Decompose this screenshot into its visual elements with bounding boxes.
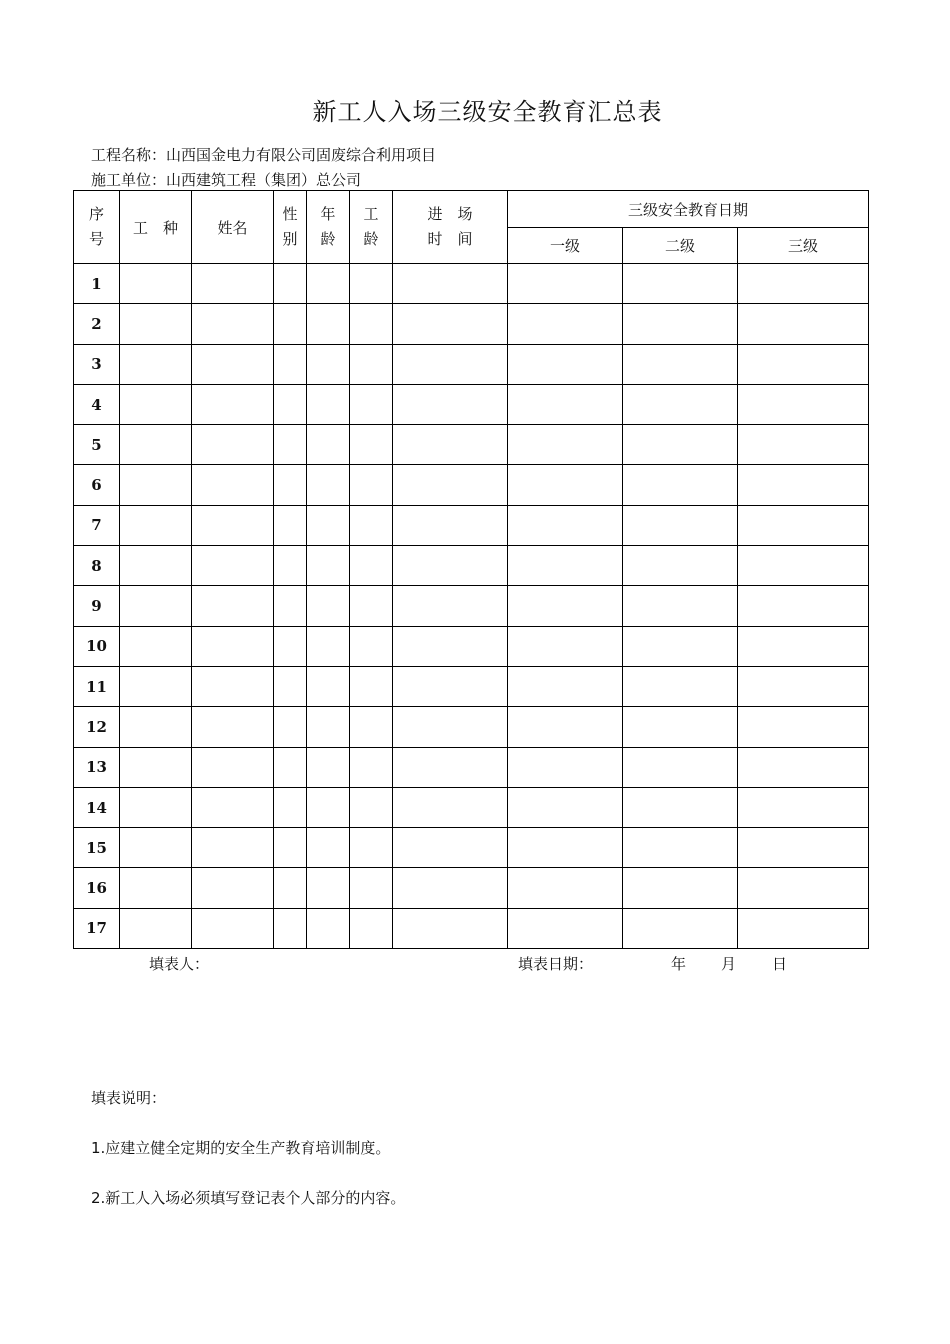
level-1-cell[interactable] bbox=[508, 908, 623, 948]
gender-cell[interactable] bbox=[274, 344, 307, 384]
table-row bbox=[74, 868, 869, 908]
work-age-cell[interactable] bbox=[350, 666, 393, 706]
header-level-2: 二级 bbox=[623, 228, 738, 264]
name-cell[interactable] bbox=[192, 747, 274, 787]
level-1-cell[interactable] bbox=[508, 586, 623, 626]
row-number: 10 bbox=[74, 626, 120, 666]
work-age-cell[interactable] bbox=[350, 586, 393, 626]
level-2-cell[interactable] bbox=[623, 747, 738, 787]
entry-time-cell[interactable] bbox=[393, 505, 508, 545]
entry-time-cell[interactable] bbox=[393, 908, 508, 948]
level-2-cell[interactable] bbox=[623, 425, 738, 465]
level-2-cell[interactable] bbox=[623, 465, 738, 505]
age-cell[interactable] bbox=[307, 868, 350, 908]
level-1-cell[interactable] bbox=[508, 465, 623, 505]
gender-cell[interactable] bbox=[274, 626, 307, 666]
work-age-cell[interactable] bbox=[350, 264, 393, 304]
entry-time-cell[interactable] bbox=[393, 586, 508, 626]
age-cell[interactable] bbox=[307, 344, 350, 384]
gender-cell[interactable] bbox=[274, 425, 307, 465]
work-age-cell[interactable] bbox=[350, 787, 393, 827]
entry-time-cell[interactable] bbox=[393, 868, 508, 908]
fill-date-label: 填表日期： bbox=[518, 955, 594, 973]
entry-time-cell[interactable] bbox=[393, 264, 508, 304]
level-3-cell[interactable] bbox=[738, 264, 869, 304]
level-3-cell[interactable] bbox=[738, 465, 869, 505]
level-2-cell[interactable] bbox=[623, 546, 738, 586]
table-row bbox=[74, 546, 869, 586]
level-3-cell[interactable] bbox=[738, 546, 869, 586]
header-gender: 性 别 bbox=[274, 191, 307, 264]
table-row bbox=[74, 264, 869, 304]
trade-cell[interactable] bbox=[120, 304, 192, 344]
gender-cell[interactable] bbox=[274, 465, 307, 505]
month-label: 月 bbox=[721, 955, 737, 973]
trade-cell[interactable] bbox=[120, 828, 192, 868]
name-cell[interactable] bbox=[192, 868, 274, 908]
name-cell[interactable] bbox=[192, 384, 274, 424]
name-cell[interactable] bbox=[192, 344, 274, 384]
gender-cell[interactable] bbox=[274, 868, 307, 908]
filler-label: 填表人： bbox=[149, 955, 210, 973]
name-cell[interactable] bbox=[192, 264, 274, 304]
notes-heading: 填表说明： bbox=[91, 1089, 167, 1107]
note-item-1: 1.应建立健全定期的安全生产教育培训制度。 bbox=[91, 1139, 391, 1157]
entry-time-cell[interactable] bbox=[393, 666, 508, 706]
gender-cell[interactable] bbox=[274, 828, 307, 868]
trade-cell[interactable] bbox=[120, 264, 192, 304]
level-3-cell[interactable] bbox=[738, 586, 869, 626]
row-number: 3 bbox=[74, 344, 120, 384]
level-1-cell[interactable] bbox=[508, 626, 623, 666]
level-1-cell[interactable] bbox=[508, 546, 623, 586]
age-cell[interactable] bbox=[307, 264, 350, 304]
entry-time-cell[interactable] bbox=[393, 384, 508, 424]
trade-cell[interactable] bbox=[120, 666, 192, 706]
level-1-cell[interactable] bbox=[508, 828, 623, 868]
level-1-cell[interactable] bbox=[508, 747, 623, 787]
row-number: 8 bbox=[74, 546, 120, 586]
level-2-cell[interactable] bbox=[623, 505, 738, 545]
row-number: 5 bbox=[74, 425, 120, 465]
row-number: 14 bbox=[74, 787, 120, 827]
level-2-cell[interactable] bbox=[623, 908, 738, 948]
level-3-cell[interactable] bbox=[738, 666, 869, 706]
work-age-cell[interactable] bbox=[350, 505, 393, 545]
work-age-cell[interactable] bbox=[350, 908, 393, 948]
table-row bbox=[74, 747, 869, 787]
table-row bbox=[74, 586, 869, 626]
row-number: 4 bbox=[74, 384, 120, 424]
trade-cell[interactable] bbox=[120, 707, 192, 747]
name-cell[interactable] bbox=[192, 626, 274, 666]
table-row bbox=[74, 465, 869, 505]
level-1-cell[interactable] bbox=[508, 425, 623, 465]
age-cell[interactable] bbox=[307, 546, 350, 586]
age-cell[interactable] bbox=[307, 586, 350, 626]
gender-cell[interactable] bbox=[274, 505, 307, 545]
level-1-cell[interactable] bbox=[508, 787, 623, 827]
level-1-cell[interactable] bbox=[508, 868, 623, 908]
work-age-cell[interactable] bbox=[350, 546, 393, 586]
level-1-cell[interactable] bbox=[508, 304, 623, 344]
entry-time-cell[interactable] bbox=[393, 828, 508, 868]
level-1-cell[interactable] bbox=[508, 505, 623, 545]
gender-cell[interactable] bbox=[274, 787, 307, 827]
row-number: 12 bbox=[74, 707, 120, 747]
level-3-cell[interactable] bbox=[738, 626, 869, 666]
age-cell[interactable] bbox=[307, 707, 350, 747]
table-row bbox=[74, 707, 869, 747]
trade-cell[interactable] bbox=[120, 384, 192, 424]
gender-cell[interactable] bbox=[274, 384, 307, 424]
table-row bbox=[74, 384, 869, 424]
row-number: 1 bbox=[74, 264, 120, 304]
year-label: 年 bbox=[671, 955, 687, 973]
gender-cell[interactable] bbox=[274, 304, 307, 344]
row-number: 2 bbox=[74, 304, 120, 344]
construction-unit: 施工单位：山西建筑工程（集团）总公司 bbox=[91, 171, 362, 189]
name-cell[interactable] bbox=[192, 828, 274, 868]
row-number: 16 bbox=[74, 868, 120, 908]
name-cell[interactable] bbox=[192, 666, 274, 706]
trade-cell[interactable] bbox=[120, 505, 192, 545]
entry-time-cell[interactable] bbox=[393, 344, 508, 384]
trade-cell[interactable] bbox=[120, 586, 192, 626]
row-number: 6 bbox=[74, 465, 120, 505]
work-age-cell[interactable] bbox=[350, 868, 393, 908]
level-3-cell[interactable] bbox=[738, 868, 869, 908]
trade-cell[interactable] bbox=[120, 626, 192, 666]
age-cell[interactable] bbox=[307, 908, 350, 948]
entry-time-cell[interactable] bbox=[393, 546, 508, 586]
level-2-cell[interactable] bbox=[623, 586, 738, 626]
work-age-cell[interactable] bbox=[350, 465, 393, 505]
name-cell[interactable] bbox=[192, 787, 274, 827]
level-3-cell[interactable] bbox=[738, 384, 869, 424]
age-cell[interactable] bbox=[307, 828, 350, 868]
header-seq: 序 号 bbox=[74, 191, 120, 264]
table-row bbox=[74, 626, 869, 666]
education-summary-table bbox=[73, 190, 869, 949]
name-cell[interactable] bbox=[192, 304, 274, 344]
gender-cell[interactable] bbox=[274, 586, 307, 626]
entry-time-cell[interactable] bbox=[393, 787, 508, 827]
entry-time-cell[interactable] bbox=[393, 626, 508, 666]
level-3-cell[interactable] bbox=[738, 425, 869, 465]
level-2-cell[interactable] bbox=[623, 787, 738, 827]
age-cell[interactable] bbox=[307, 465, 350, 505]
level-2-cell[interactable] bbox=[623, 626, 738, 666]
work-age-cell[interactable] bbox=[350, 828, 393, 868]
age-cell[interactable] bbox=[307, 787, 350, 827]
name-cell[interactable] bbox=[192, 465, 274, 505]
day-label: 日 bbox=[772, 955, 788, 973]
trade-cell[interactable] bbox=[120, 546, 192, 586]
row-number: 17 bbox=[74, 908, 120, 948]
level-2-cell[interactable] bbox=[623, 304, 738, 344]
work-age-cell[interactable] bbox=[350, 425, 393, 465]
gender-cell[interactable] bbox=[274, 264, 307, 304]
entry-time-cell[interactable] bbox=[393, 465, 508, 505]
table-row bbox=[74, 828, 869, 868]
gender-cell[interactable] bbox=[274, 546, 307, 586]
work-age-cell[interactable] bbox=[350, 747, 393, 787]
age-cell[interactable] bbox=[307, 304, 350, 344]
trade-cell[interactable] bbox=[120, 908, 192, 948]
level-3-cell[interactable] bbox=[738, 707, 869, 747]
entry-time-cell[interactable] bbox=[393, 707, 508, 747]
trade-cell[interactable] bbox=[120, 344, 192, 384]
table-row bbox=[74, 505, 869, 545]
header-work-age: 工 龄 bbox=[350, 191, 393, 264]
header-trade: 工 种 bbox=[120, 191, 192, 264]
age-cell[interactable] bbox=[307, 384, 350, 424]
header-level-3: 三级 bbox=[738, 228, 869, 264]
work-age-cell[interactable] bbox=[350, 304, 393, 344]
level-3-cell[interactable] bbox=[738, 828, 869, 868]
table-row bbox=[74, 908, 869, 948]
entry-time-cell[interactable] bbox=[393, 747, 508, 787]
level-2-cell[interactable] bbox=[623, 384, 738, 424]
gender-cell[interactable] bbox=[274, 908, 307, 948]
level-2-cell[interactable] bbox=[623, 828, 738, 868]
level-1-cell[interactable] bbox=[508, 344, 623, 384]
level-2-cell[interactable] bbox=[623, 264, 738, 304]
row-number: 15 bbox=[74, 828, 120, 868]
entry-time-cell[interactable] bbox=[393, 304, 508, 344]
work-age-cell[interactable] bbox=[350, 626, 393, 666]
age-cell[interactable] bbox=[307, 626, 350, 666]
work-age-cell[interactable] bbox=[350, 384, 393, 424]
age-cell[interactable] bbox=[307, 425, 350, 465]
project-name: 工程名称：山西国金电力有限公司固废综合利用项目 bbox=[91, 146, 437, 164]
level-2-cell[interactable] bbox=[623, 344, 738, 384]
name-cell[interactable] bbox=[192, 586, 274, 626]
table-row bbox=[74, 425, 869, 465]
trade-cell[interactable] bbox=[120, 868, 192, 908]
age-cell[interactable] bbox=[307, 666, 350, 706]
work-age-cell[interactable] bbox=[350, 707, 393, 747]
trade-cell[interactable] bbox=[120, 465, 192, 505]
trade-cell[interactable] bbox=[120, 747, 192, 787]
page-title: 新工人入场三级安全教育汇总表 bbox=[312, 98, 663, 126]
trade-cell[interactable] bbox=[120, 787, 192, 827]
header-level-1: 一级 bbox=[508, 228, 623, 264]
entry-time-cell[interactable] bbox=[393, 425, 508, 465]
table-row bbox=[74, 344, 869, 384]
age-cell[interactable] bbox=[307, 747, 350, 787]
level-1-cell[interactable] bbox=[508, 707, 623, 747]
row-number: 9 bbox=[74, 586, 120, 626]
age-cell[interactable] bbox=[307, 505, 350, 545]
level-3-cell[interactable] bbox=[738, 344, 869, 384]
row-number: 11 bbox=[74, 666, 120, 706]
level-3-cell[interactable] bbox=[738, 908, 869, 948]
row-number: 7 bbox=[74, 505, 120, 545]
level-3-cell[interactable] bbox=[738, 747, 869, 787]
name-cell[interactable] bbox=[192, 908, 274, 948]
header-name: 姓名 bbox=[192, 191, 274, 264]
level-1-cell[interactable] bbox=[508, 666, 623, 706]
name-cell[interactable] bbox=[192, 546, 274, 586]
name-cell[interactable] bbox=[192, 425, 274, 465]
header-age: 年 龄 bbox=[307, 191, 350, 264]
name-cell[interactable] bbox=[192, 505, 274, 545]
level-1-cell[interactable] bbox=[508, 264, 623, 304]
header-entry-time: 进 场 时 间 bbox=[393, 191, 508, 264]
header-edu-date: 三级安全教育日期 bbox=[508, 191, 869, 228]
level-3-cell[interactable] bbox=[738, 505, 869, 545]
trade-cell[interactable] bbox=[120, 425, 192, 465]
gender-cell[interactable] bbox=[274, 707, 307, 747]
table-row bbox=[74, 304, 869, 344]
name-cell[interactable] bbox=[192, 707, 274, 747]
table-row bbox=[74, 666, 869, 706]
row-number: 13 bbox=[74, 747, 120, 787]
level-2-cell[interactable] bbox=[623, 666, 738, 706]
level-1-cell[interactable] bbox=[508, 384, 623, 424]
level-3-cell[interactable] bbox=[738, 304, 869, 344]
level-2-cell[interactable] bbox=[623, 868, 738, 908]
level-2-cell[interactable] bbox=[623, 707, 738, 747]
level-3-cell[interactable] bbox=[738, 787, 869, 827]
table-row bbox=[74, 787, 869, 827]
gender-cell[interactable] bbox=[274, 666, 307, 706]
table-body bbox=[74, 264, 869, 949]
work-age-cell[interactable] bbox=[350, 344, 393, 384]
note-item-2: 2.新工人入场必须填写登记表个人部分的内容。 bbox=[91, 1189, 406, 1207]
gender-cell[interactable] bbox=[274, 747, 307, 787]
